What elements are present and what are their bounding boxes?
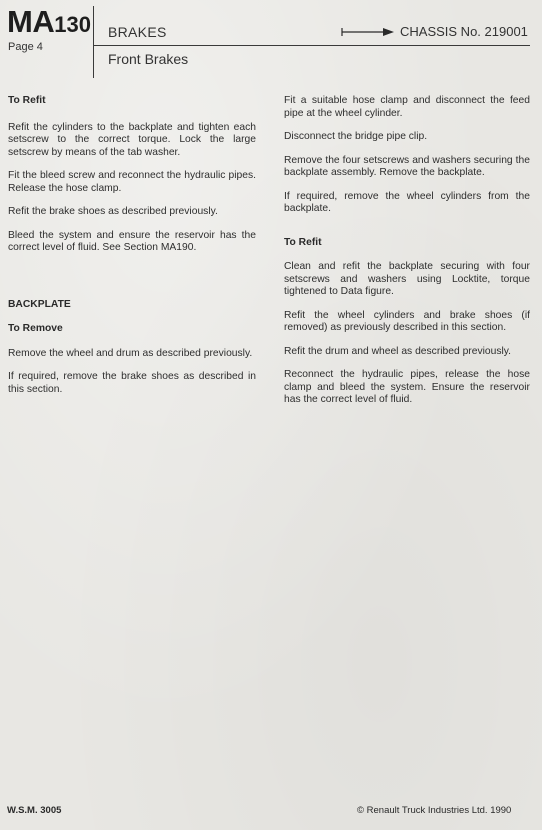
arrow-right-icon bbox=[341, 26, 395, 38]
paragraph: Refit the drum and wheel as described previously. bbox=[284, 345, 512, 357]
document-number: W.S.M. 3005 bbox=[7, 805, 62, 816]
paragraph: Refit the brake shoes as described previously. bbox=[8, 206, 218, 217]
paragraph: Refit the cylinders to the backplate and tighten each setscrew to the correct torque. Lock the large setscrew by means of the tab washer. bbox=[8, 121, 256, 158]
paragraph: Remove the wheel and drum as described previously. bbox=[8, 347, 253, 359]
paragraph: Reconnect the hydraulic pipes, release the hose clamp and bleed the system. Ensure the reservoir has the correct level of fluid. bbox=[284, 369, 530, 405]
paragraph: Fit the bleed screw and reconnect the hydraulic pipes. Release the hose clamp. bbox=[8, 170, 256, 194]
subsection-title: Front Brakes bbox=[108, 51, 189, 67]
left-column bbox=[8, 95, 256, 396]
header-vertical-rule bbox=[93, 6, 94, 78]
copyright-notice: © Renault Truck Industries Ltd. 1990 bbox=[357, 805, 512, 816]
paragraph: If required, remove the wheel cylinders from the backplate. bbox=[284, 190, 530, 214]
section-code bbox=[7, 6, 91, 37]
heading-to-remove: To Remove bbox=[8, 323, 63, 334]
page-number: Page 4 bbox=[8, 41, 43, 53]
paragraph: If required, remove the brake shoes as described in this section. bbox=[8, 371, 256, 395]
header-horizontal-rule bbox=[93, 45, 530, 46]
heading-to-refit: To Refit bbox=[8, 95, 46, 106]
paragraph: Disconnect the bridge pipe clip. bbox=[284, 131, 428, 142]
right-column bbox=[284, 95, 530, 407]
heading-to-refit: To Refit bbox=[284, 236, 322, 248]
heading-backplate: BACKPLATE bbox=[8, 298, 71, 310]
paragraph: Bleed the system and ensure the reservoir has the correct level of fluid. See Section MA190. bbox=[8, 229, 256, 253]
paragraph: Refit the wheel cylinders and brake shoes (if removed) as previously described in this section. bbox=[284, 309, 530, 333]
paragraph: Fit a suitable hose clamp and disconnect the feed pipe at the wheel cylinder. bbox=[284, 95, 530, 119]
section-title: BRAKES bbox=[108, 24, 167, 40]
section-code-prefix: MA bbox=[7, 4, 55, 39]
paragraph: Remove the four setscrews and washers securing the backplate assembly. Remove the backplate. bbox=[284, 154, 530, 178]
paragraph: Clean and refit the backplate securing with four setscrews and washers using Locktite, torque tightened to Data figure. bbox=[284, 261, 530, 297]
chassis-number: CHASSIS No. 219001 bbox=[400, 24, 528, 39]
section-code-number: 130 bbox=[54, 12, 91, 37]
